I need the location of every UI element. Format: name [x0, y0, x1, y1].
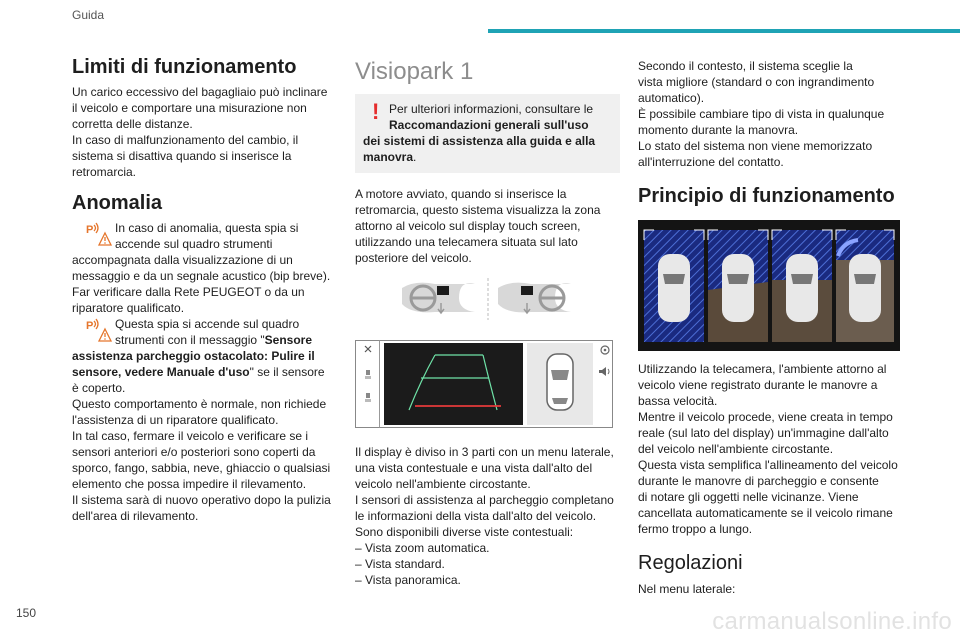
text-line: Secondo il contesto, il sistema sceglie la — [638, 59, 853, 73]
text-line: Per ulteriori informazioni, consultare le — [389, 102, 594, 116]
para-motore — [355, 186, 620, 266]
text-line: Utilizzando la telecamera, l'ambiente attorno al — [638, 362, 887, 376]
text-line: retromarcia. — [72, 165, 137, 179]
car-topview-icon — [849, 254, 881, 322]
bold-span: dei sistemi di assistenza alla guida e alla — [363, 134, 596, 148]
text-line: cancellata automaticamente se il veicolo rimane — [638, 506, 893, 520]
text-line: le informazioni della vista dall'alto del veicolo. — [355, 509, 597, 523]
text-line: Far verificare dalla Rete PEUGEOT o da un — [72, 285, 305, 299]
text-line: veicolo viene registrato durante le manovre a — [638, 378, 878, 392]
text-line — [115, 332, 344, 348]
para-contesto — [638, 58, 902, 170]
touchscreen-display-illustration — [355, 340, 620, 430]
park-sensor-warning-icon — [86, 221, 112, 247]
text-line: dell'area di rilevamento. — [72, 509, 199, 523]
column-2 — [355, 55, 620, 588]
text-line: posteriore del veicolo. — [355, 251, 472, 265]
text-line: accende sul quadro strumenti — [115, 237, 273, 251]
text-line: Mentre il veicolo procede, viene creata in tempo — [638, 410, 893, 424]
para-limiti — [72, 84, 344, 180]
para-menu — [638, 581, 902, 597]
text-line: Sono disponibili diverse viste contestuali: — [355, 525, 574, 539]
para-telecamera — [638, 361, 902, 537]
text-line: Questo comportamento è normale, non richiede — [72, 397, 327, 411]
view-list — [355, 540, 620, 588]
svg-text:P: P — [86, 320, 94, 332]
text-line: sistema si disattiva quando si inserisce la — [72, 149, 292, 163]
text-line: sensori anteriori e/o posteriori sono coperti da — [72, 445, 316, 459]
park-sensor-warning-icon — [86, 317, 112, 343]
text-span: . — [413, 150, 417, 164]
svg-text:P: P — [86, 224, 94, 236]
heading-principio: Principio di funzionamento — [638, 185, 895, 207]
header-section-label: Guida — [72, 8, 105, 22]
text-line: automatico). — [638, 91, 705, 105]
text-line: all'interruzione del contatto. — [638, 155, 784, 169]
text-line: Il sistema sarà di nuovo operativo dopo la pulizia — [72, 493, 331, 507]
text-line: vista migliore (standard o con ingrandimento — [638, 75, 875, 89]
text-line: In tal caso, fermare il veicolo e verificare se i — [72, 429, 309, 443]
text-line — [72, 364, 344, 380]
car-topview-icon — [658, 254, 690, 322]
text-line: il veicolo e comportare una misurazione non — [72, 101, 307, 115]
car-topview-icon — [786, 254, 818, 322]
text-line: I sensori di assistenza al parcheggio completano — [355, 493, 614, 507]
text-line: A motore avviato, quando si inserisce la — [355, 187, 567, 201]
steering-wheel-icon — [498, 283, 571, 313]
top-view-illustration — [638, 220, 900, 351]
header-accent-bar — [488, 29, 960, 33]
text-line: Lo stato del sistema non viene memorizzato — [638, 139, 873, 153]
steering-wheel-illustration — [355, 276, 620, 326]
heading-visiopark: Visiopark 1 — [355, 58, 474, 85]
bold-span: manovra — [363, 150, 414, 164]
page-number: 150 — [16, 606, 37, 620]
text-line: l'assistenza di un riparatore qualificato. — [72, 413, 279, 427]
bold-span: assistenza parcheggio ostacolato: Pulire il — [72, 349, 315, 363]
para-display — [355, 444, 620, 540]
text-line — [363, 149, 612, 165]
text-line: messaggio e da un segnale acustico (bip breve). — [72, 269, 331, 283]
bold-span: Raccomandazioni generali sull'uso — [389, 118, 589, 132]
list-item: – Vista panoramica. — [355, 573, 461, 587]
car-topview-icon — [722, 254, 754, 322]
text-line: una vista contestuale e una vista dall'alto del — [355, 461, 593, 475]
column-3 — [638, 58, 902, 597]
text-line: durante le manovre di parcheggio e consente — [638, 474, 879, 488]
para-anomalia — [72, 252, 344, 316]
text-line: elemento che possa impedire il rilevamento. — [72, 477, 307, 491]
watermark: carmanualsonline.info — [712, 608, 952, 635]
text-line: Nel menu laterale: — [638, 582, 736, 596]
text-line: utilizzando una telecamera situata sul lato — [355, 235, 578, 249]
text-line: di notare gli oggetti nelle vicinanze. Viene — [638, 490, 859, 504]
text-line: accompagnata dalla visualizzazione di un — [72, 253, 293, 267]
text-line: veicolo nell'ambiente circostante. — [355, 477, 531, 491]
text-line — [72, 348, 344, 364]
steering-wheel-icon — [402, 283, 475, 313]
heading-anomalia: Anomalia — [72, 192, 163, 214]
text-line: bassa velocità. — [638, 394, 718, 408]
text-line: è coperto. — [72, 381, 126, 395]
text-line: fermo troppo a lungo. — [638, 522, 753, 536]
text-line: momento durante la manovra. — [638, 123, 799, 137]
list-item: – Vista standard. — [355, 557, 445, 571]
text-line: del veicolo nell'ambiente circostante. — [638, 442, 834, 456]
text-line: In caso di malfunzionamento del cambio, il — [72, 133, 299, 147]
text-line: Questa vista semplifica l'allineamento del veicolo — [638, 458, 898, 472]
text-line: Un carico eccessivo del bagagliaio può inclinare — [72, 85, 328, 99]
para-sensore — [72, 348, 344, 524]
text-line: reale (sul lato del display) un'immagine dall'alto — [638, 426, 889, 440]
text-line: Il display è diviso in 3 parti con un menu laterale, — [355, 445, 614, 459]
warning-row-1 — [72, 220, 344, 252]
text-line — [363, 133, 612, 149]
info-box — [355, 94, 620, 173]
list-item: – Vista zoom automatica. — [355, 541, 490, 555]
bold-span: sensore, vedere Manuale d'uso — [72, 365, 250, 379]
text-line: riparatore qualificato. — [72, 301, 185, 315]
exclamation-icon: ! — [372, 99, 380, 124]
heading-limiti: Limiti di funzionamento — [72, 56, 297, 78]
bold-span: Sensore — [264, 333, 313, 347]
text-line: corretta delle distanze. — [72, 117, 193, 131]
car-topview-icon — [547, 354, 573, 410]
text-line: retromarcia, questo sistema visualizza la zona — [355, 203, 601, 217]
text-line: In caso di anomalia, questa spia si — [115, 221, 299, 235]
text-line: Questa spia si accende sul quadro — [115, 317, 300, 331]
warning-row-2 — [72, 316, 344, 348]
column-1 — [72, 55, 344, 524]
heading-regolazioni: Regolazioni — [638, 552, 743, 574]
text-line: È possibile cambiare tipo di vista in qualunque — [638, 107, 885, 121]
text-span: " se il sensore — [249, 365, 325, 379]
text-line: sporco, fango, sabbia, neve, ghiaccio o qualsiasi — [72, 461, 331, 475]
text-line — [363, 117, 612, 133]
text-span: strumenti con il messaggio " — [115, 333, 265, 347]
text-line: attorno al veicolo sul display touch screen, — [355, 219, 581, 233]
